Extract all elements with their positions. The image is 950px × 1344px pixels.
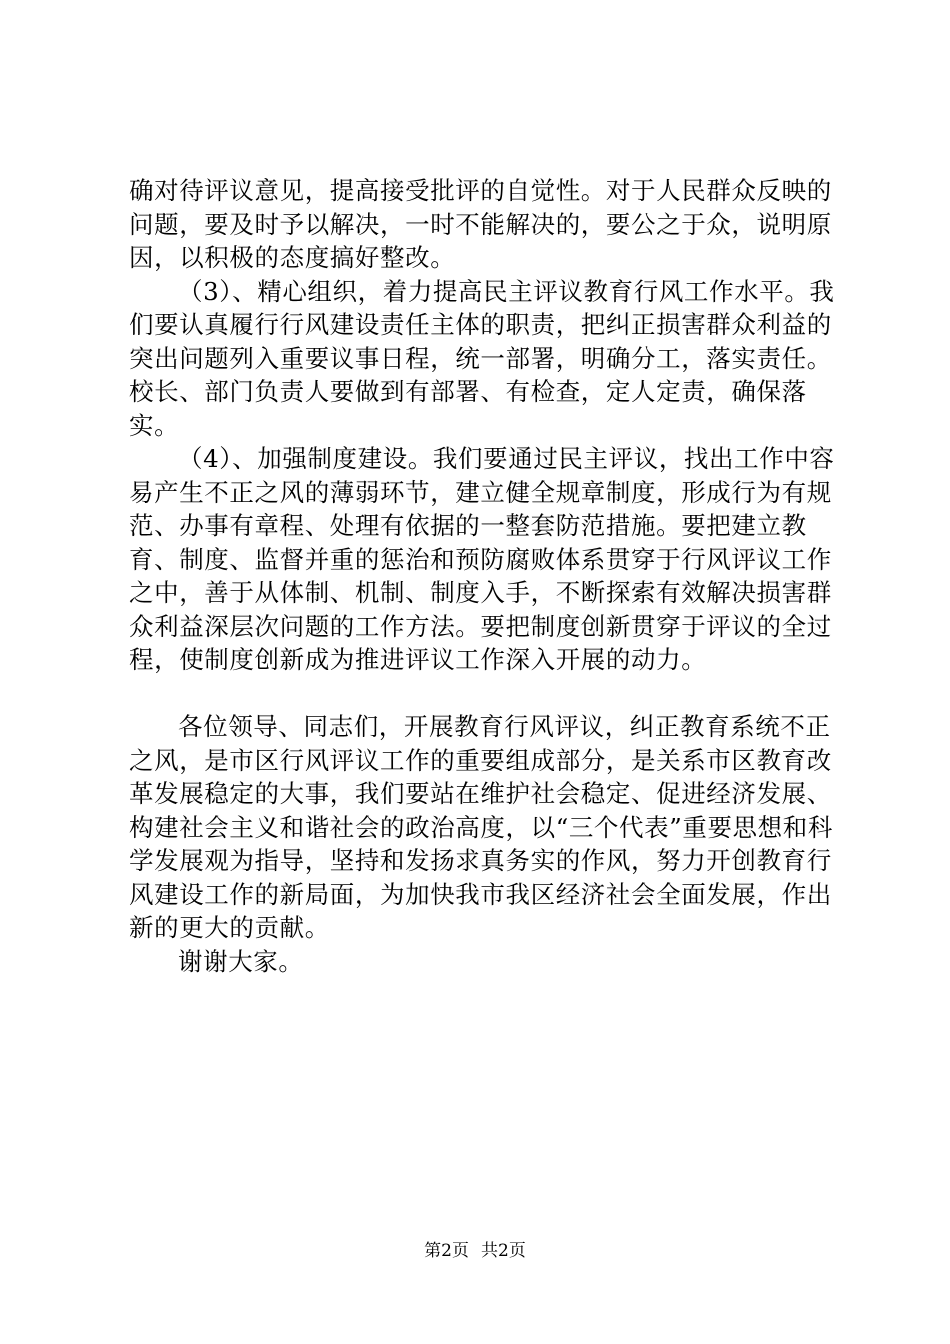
document-body: [129, 174, 849, 978]
paragraph-item-3: （3）、精心组织，着力提高民主评议教育行风工作水平。我们要认真履行行风建设责任主体的职责，把纠正损害群众利益的突出问题列入重要议事日程，统一部署，明确分工，落实责任。校长、部门负责人要做到有部署、有检查，定人定责，确保落实。: [129, 276, 835, 440]
page-total: 共2页: [481, 1241, 526, 1261]
page-number: 第2页: [424, 1241, 469, 1261]
page-footer: [0, 1240, 950, 1262]
paragraph-thanks: 谢谢大家。: [178, 946, 304, 976]
paragraph-item-4: （4）、加强制度建设。我们要通过民主评议，找出工作中容易产生不正之风的薄弱环节，建立健全规章制度，形成行为有规范、办事有章程、处理有依据的一整套防范措施。要把建立教育、制度、监督并重的惩治和预防腐败体系贯穿于行风评议工作之中，善于从体制、机制、制度入手，不断探索有效解决损害群众利益深层次问题的工作方法。要把制度创新贯穿于评议的全过程，使制度创新成为推进评议工作深入开展的动力。: [129, 444, 835, 674]
paragraph-closing: 各位领导、同志们，开展教育行风评议，纠正教育系统不正之风，是市区行风评议工作的重要组成部分，是关系市区教育改革发展稳定的大事，我们要站在维护社会稳定、促进经济发展、构建社会主义和谐社会的政治高度，以“三个代表”重要思想和科学发展观为指导，坚持和发扬求真务实的作风，努力开创教育行风建设工作的新局面，为加快我市我区经济社会全面发展，作出新的更大的贡献。: [129, 712, 833, 942]
paragraph-continuation: 确对待评议意见，提高接受批评的自觉性。对于人民群众反映的问题，要及时予以解决，一时不能解决的，要公之于众，说明原因，以积极的态度搞好整改。: [129, 176, 832, 272]
